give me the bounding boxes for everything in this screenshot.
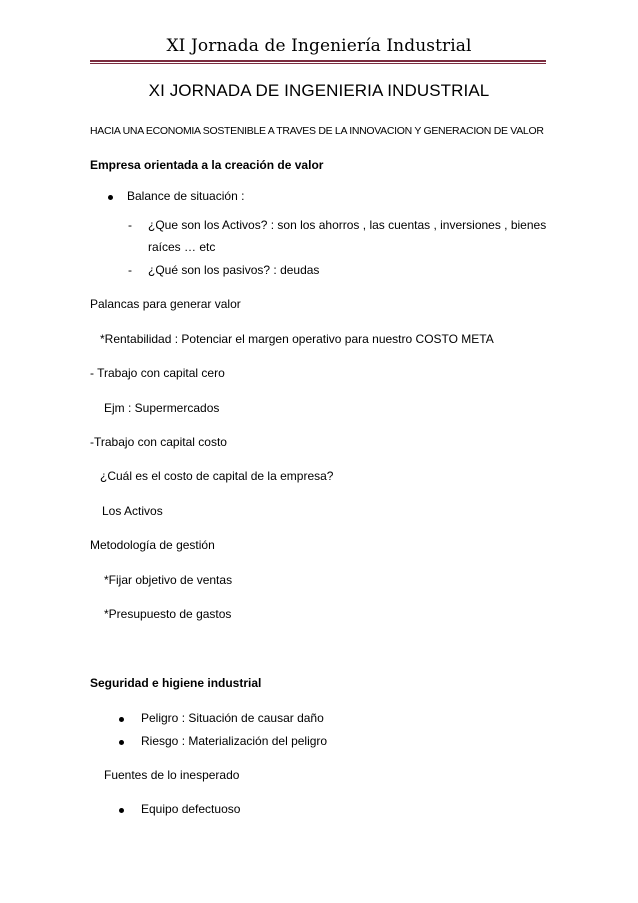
list-item-continuation: raíces … etc	[148, 240, 216, 254]
list-item: Balance de situación :	[127, 189, 245, 203]
list-item: Equipo defectuoso	[141, 802, 241, 816]
list-item: ¿Que son los Activos? : son los ahorros , las cuentas , inversiones , bienes	[148, 218, 547, 232]
list-item: Riesgo : Materialización del peligro	[141, 734, 328, 748]
section-heading: Seguridad e higiene industrial	[90, 676, 262, 690]
paragraph: *Fijar objetivo de ventas	[104, 573, 233, 587]
paragraph: *Rentabilidad : Potenciar el margen operativo para nuestro COSTO META	[100, 332, 494, 346]
list-item: Peligro : Situación de causar daño	[141, 711, 324, 725]
header-rule-thin	[90, 63, 546, 64]
paragraph: Los Activos	[102, 504, 163, 518]
paragraph: Ejm : Supermercados	[104, 401, 220, 415]
paragraph: Metodología de gestión	[90, 538, 215, 552]
paragraph: Palancas para generar valor	[90, 297, 241, 311]
running-header: XI Jornada de Ingeniería Industrial	[166, 36, 472, 56]
document-subtitle: HACIA UNA ECONOMIA SOSTENIBLE A TRAVES DE LA INNOVACION Y GENERACION DE VALOR	[90, 125, 544, 137]
bullet-icon	[119, 740, 124, 745]
paragraph: ¿Cuál es el costo de capital de la empresa?	[100, 469, 334, 483]
dash-icon: -	[128, 263, 132, 277]
paragraph: *Presupuesto de gastos	[104, 607, 232, 621]
bullet-icon	[119, 808, 124, 813]
dash-icon: -	[128, 218, 132, 232]
section-heading: Empresa orientada a la creación de valor	[90, 158, 324, 172]
bullet-icon	[108, 195, 113, 200]
bullet-icon	[119, 717, 124, 722]
header-rule	[90, 60, 546, 62]
document-title: XI JORNADA DE INGENIERIA INDUSTRIAL	[148, 81, 490, 100]
list-item: ¿Qué son los pasivos? : deudas	[148, 263, 320, 277]
paragraph: - Trabajo con capital cero	[90, 366, 225, 380]
paragraph: -Trabajo con capital costo	[90, 435, 227, 449]
paragraph: Fuentes de lo inesperado	[104, 768, 240, 782]
